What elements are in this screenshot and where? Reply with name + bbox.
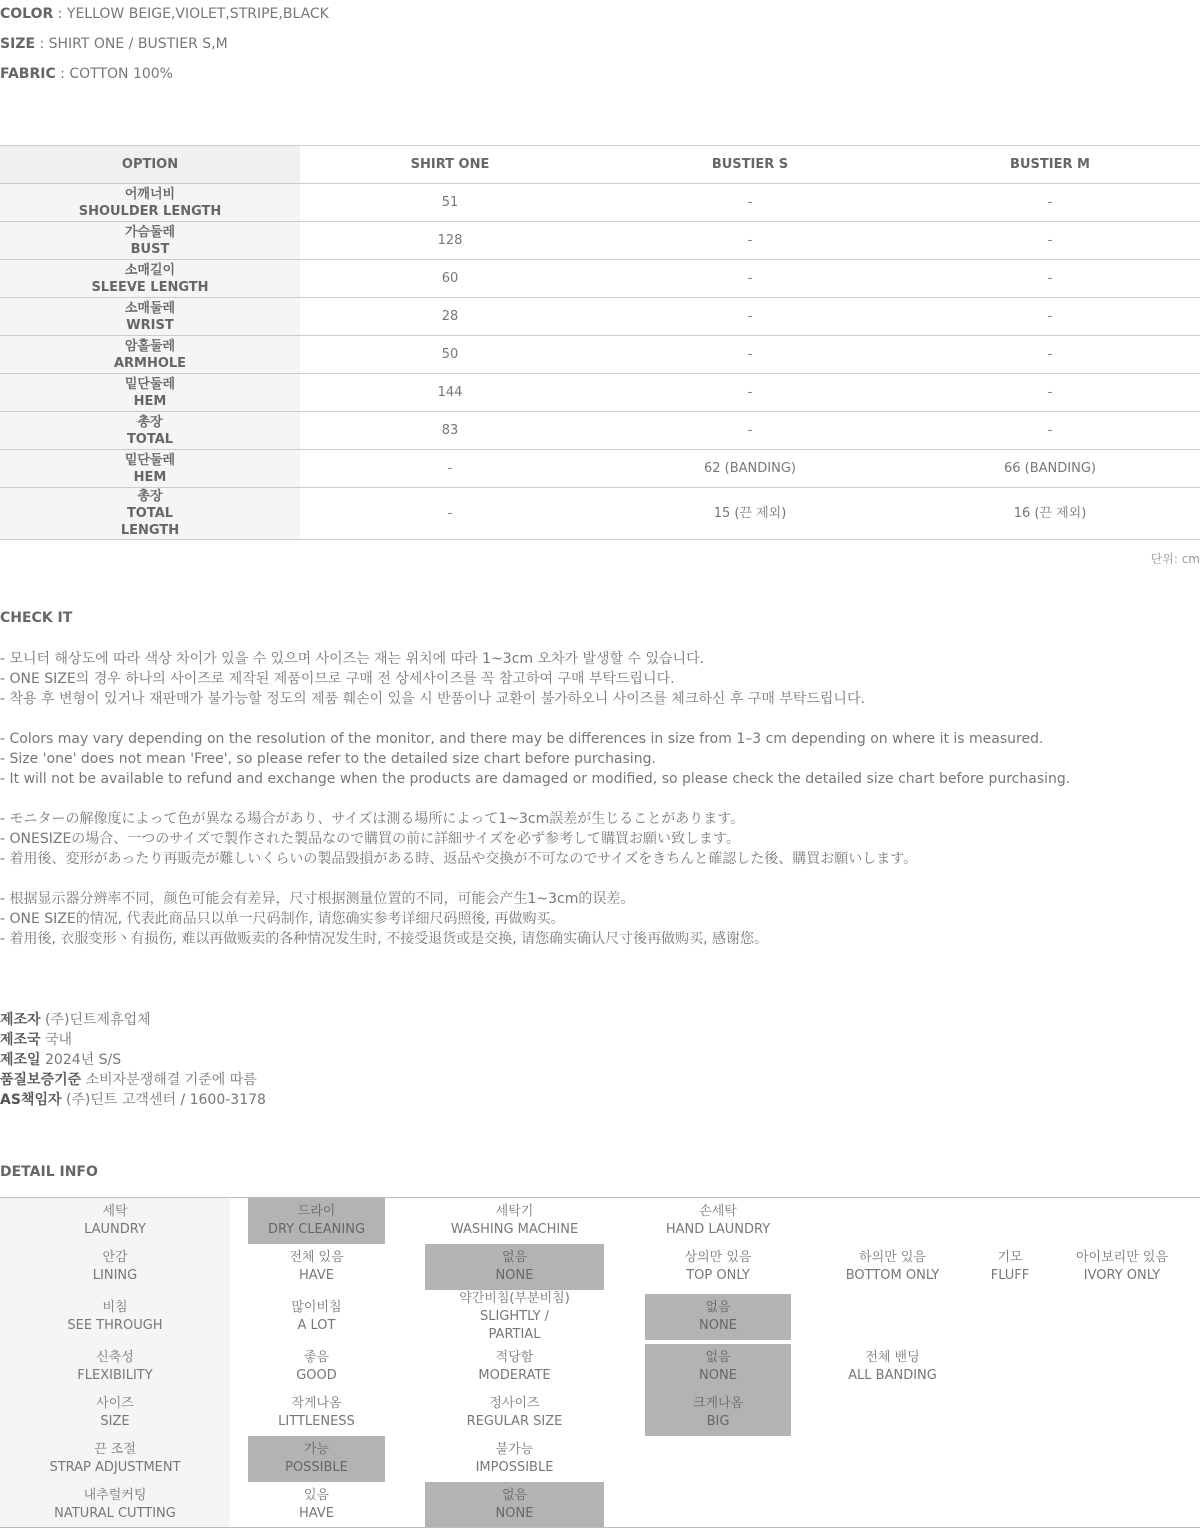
detail-option-en: NONE — [699, 1368, 737, 1383]
detail-option-en: BIG — [706, 1414, 730, 1429]
detail-row-label — [0, 1390, 230, 1436]
detail-option-ko: 세탁기 — [495, 1204, 534, 1219]
check-line: - ONESIZEの場合、一つのサイズで製作された製品なので購買の前に詳細サイズを必ず参考して購買お願い致します。 — [0, 831, 740, 847]
size-row — [0, 374, 1200, 412]
detail-option — [645, 1244, 791, 1290]
size-cell: - — [900, 374, 1200, 412]
detail-option-ko: 정사이즈 — [489, 1396, 540, 1411]
detail-option-ko: 가능 — [303, 1442, 330, 1457]
detail-option-en: HAVE — [299, 1268, 334, 1283]
size-cell: 128 — [300, 222, 600, 260]
detail-option-en: IMPOSSIBLE — [475, 1460, 554, 1475]
detail-option — [645, 1198, 791, 1244]
check-line: - Size 'one' does not mean 'Free', so please refer to the detailed size chart before purchasing. — [0, 751, 656, 767]
detail-option-en: GOOD — [296, 1368, 337, 1383]
detail-option-en: MODERATE — [478, 1368, 551, 1383]
detail-option-en: NONE — [495, 1268, 534, 1283]
size-table — [0, 145, 1200, 540]
detail-label-ko: 내추럴커팅 — [83, 1488, 147, 1503]
detail-option-en: TOP ONLY — [686, 1268, 750, 1283]
detail-option-selected — [425, 1482, 604, 1528]
unit-label: 단위: cm — [1150, 552, 1200, 566]
detail-label-ko: 세탁 — [102, 1204, 128, 1219]
size-cell: 28 — [300, 298, 600, 336]
detail-option-ko: 기모 — [997, 1250, 1023, 1265]
detail-option-ko: 전체 밴딩 — [865, 1350, 920, 1365]
size-row-label-ko: 총장 — [137, 489, 163, 504]
detail-option-en: A LOT — [297, 1318, 336, 1333]
detail-option-en: POSSIBLE — [285, 1460, 348, 1475]
detail-option-ko: 크게나옴 — [692, 1396, 744, 1411]
detail-option — [825, 1244, 960, 1290]
detail-option-selected — [645, 1344, 791, 1390]
maker-info — [0, 1010, 266, 1110]
maker-value: 소비자분쟁해결 기준에 따름 — [81, 1072, 257, 1088]
detail-option-ko: 약간비침(부분비침) — [459, 1291, 570, 1306]
detail-label-en: FLEXIBILITY — [77, 1368, 153, 1383]
check-japanese — [0, 809, 917, 869]
detail-label-ko: 끈 조절 — [94, 1442, 136, 1457]
size-cell: - — [900, 184, 1200, 222]
detail-option-en: REGULAR SIZE — [466, 1414, 563, 1429]
size-row-label-en: TOTAL — [126, 431, 174, 447]
maker-label: 제조일 — [0, 1052, 41, 1068]
detail-row-label — [0, 1198, 230, 1244]
detail-option-ko: 없음 — [501, 1250, 528, 1265]
size-row — [0, 184, 1200, 222]
detail-option-en: DRY CLEANING — [267, 1222, 366, 1237]
detail-option — [248, 1390, 385, 1436]
size-row-label — [0, 336, 300, 374]
check-line: - ONE SIZE的情况, 代表此商品只以单一尺码制作, 请您确实参考详细尺码照後, 再做购买。 — [0, 911, 565, 927]
size-cell: - — [900, 336, 1200, 374]
maker-value: (주)딘트 고객센터 / 1600-3178 — [61, 1092, 266, 1108]
size-row — [0, 336, 1200, 374]
size-cell: 66 (BANDING) — [900, 450, 1200, 488]
check-line: - 根据显示器分辨率不同，颜色可能会有差异，尺寸根据测量位置的不同，可能会产生1~3cm的误差。 — [0, 891, 635, 907]
detail-option-ko: 없음 — [501, 1488, 528, 1503]
detail-option — [425, 1290, 604, 1344]
maker-value: (주)딘트제휴업체 — [40, 1012, 151, 1028]
size-row-label-en: HEM — [133, 469, 167, 485]
spec-size — [0, 35, 228, 53]
detail-row-label — [0, 1290, 230, 1344]
size-row-label — [0, 222, 300, 260]
detail-option-en: WASHING MACHINE — [450, 1222, 579, 1237]
size-row-label-ko: 어깨너비 — [124, 186, 176, 202]
detail-option — [425, 1436, 604, 1482]
size-cell: - — [900, 222, 1200, 260]
check-line: - Colors may vary depending on the resolution of the monitor, and there may be differences in size from 1–3 cm depending on where it is measured. — [0, 731, 1044, 747]
size-row-label-ko: 소매길이 — [124, 262, 176, 278]
size-cell: 60 — [300, 260, 600, 298]
size-row-label — [0, 298, 300, 336]
detail-option-ko: 없음 — [705, 1350, 731, 1365]
check-chinese — [0, 889, 768, 949]
size-cell: - — [900, 260, 1200, 298]
detail-bottom-divider — [0, 1527, 1200, 1528]
size-cell: 51 — [300, 184, 600, 222]
detail-option — [248, 1344, 385, 1390]
size-row-label — [0, 374, 300, 412]
detail-label-ko: 신축성 — [96, 1350, 134, 1365]
check-line: - 모니터 해상도에 따라 색상 차이가 있을 수 있으며 사이즈는 재는 위치에 따라 1~3cm 오차가 발생할 수 있습니다. — [0, 651, 705, 667]
size-row — [0, 412, 1200, 450]
detail-option-selected — [645, 1390, 791, 1436]
detail-option-en: BOTTOM ONLY — [845, 1268, 940, 1283]
size-cell: - — [600, 184, 900, 222]
detail-label-ko: 사이즈 — [96, 1396, 134, 1411]
size-cell: - — [900, 298, 1200, 336]
size-row-label-en: SLEEVE LENGTH — [91, 279, 209, 295]
detail-option-en: IVORY ONLY — [1083, 1268, 1161, 1283]
size-row — [0, 298, 1200, 336]
detail-option-ko: 불가능 — [495, 1442, 534, 1457]
detail-option-en: NONE — [699, 1318, 737, 1333]
detail-option-en: NONE — [495, 1506, 534, 1521]
detail-label-ko: 안감 — [102, 1250, 128, 1265]
detail-label-en: STRAP ADJUSTMENT — [49, 1460, 181, 1475]
detail-option — [425, 1344, 604, 1390]
size-row — [0, 222, 1200, 260]
spec-color-value: : YELLOW BEIGE,VIOLET,STRIPE,BLACK — [53, 6, 329, 22]
maker-row — [0, 1070, 266, 1090]
spec-fabric-value: : COTTON 100% — [55, 66, 173, 82]
check-line: - 着用後, 衣服变形丶有损伤, 难以再做贩卖的各种情况发生时, 不接受退货或是交换, 请您确实确认尺寸後再做购买, 感谢您。 — [0, 931, 769, 947]
detail-option-selected — [248, 1436, 385, 1482]
detail-option-ko: 상의만 있음 — [684, 1250, 752, 1265]
detail-option — [960, 1244, 1060, 1290]
check-it-title: CHECK IT — [0, 610, 73, 626]
detail-label-en: SIZE — [100, 1414, 130, 1429]
size-cell: 144 — [300, 374, 600, 412]
header-bustier-s: BUSTIER S — [600, 146, 900, 184]
check-line: - ONE SIZE의 경우 하나의 사이즈로 제작된 제품이므로 구매 전 상세사이즈를 꼭 참고하여 구매 부탁드립니다. — [0, 671, 675, 687]
detail-option-ko: 적당함 — [495, 1350, 534, 1365]
size-row-label-en: SHOULDER LENGTH — [78, 203, 222, 219]
detail-option-ko: 전체 있음 — [289, 1250, 344, 1265]
size-row-label-ko: 밑단둘레 — [124, 452, 176, 468]
size-cell: 83 — [300, 412, 600, 450]
maker-label: 제조국 — [0, 1032, 41, 1048]
detail-option-en: LITTLENESS — [278, 1414, 355, 1429]
detail-option-ko: 하의만 있음 — [859, 1250, 926, 1265]
spec-fabric-label: FABRIC — [0, 66, 56, 82]
spec-color-label: COLOR — [0, 6, 54, 22]
size-cell: - — [600, 260, 900, 298]
size-row-label — [0, 450, 300, 488]
detail-label-en: LINING — [92, 1268, 138, 1283]
check-line: - 착용 후 변형이 있거나 재판매가 불가능할 정도의 제품 훼손이 있을 시 반품이나 교환이 불가하오니 사이즈를 체크하신 후 구매 부탁드립니다. — [0, 691, 865, 707]
maker-label: 품질보증기준 — [0, 1072, 82, 1088]
maker-value: 국내 — [40, 1032, 73, 1048]
spec-size-label: SIZE — [0, 36, 36, 52]
size-cell: 16 (끈 제외) — [900, 488, 1200, 540]
detail-option-ko: 없음 — [705, 1300, 731, 1315]
size-row-label-en: HEM — [133, 393, 167, 409]
header-shirt-one: SHIRT ONE — [300, 146, 600, 184]
detail-label-ko: 비침 — [102, 1300, 128, 1315]
size-cell: - — [900, 412, 1200, 450]
size-row-label-en: ARMHOLE — [113, 355, 187, 371]
size-cell: - — [600, 412, 900, 450]
size-row-label — [0, 184, 300, 222]
spec-fabric — [0, 65, 173, 83]
check-line: - モニターの解像度によって色が異なる場合があり、サイズは測る場所によって1~3cm誤差が生じることがあります。 — [0, 811, 745, 827]
maker-row — [0, 1030, 266, 1050]
detail-option-ko: 드라이 — [297, 1204, 336, 1219]
header-bustier-m: BUSTIER M — [900, 146, 1200, 184]
size-row — [0, 260, 1200, 298]
detail-option-en: HAVE — [299, 1506, 334, 1521]
size-row-label-en2: LENGTH — [120, 523, 180, 538]
detail-option-selected — [425, 1244, 604, 1290]
size-row-label-ko: 암홀둘레 — [124, 338, 176, 354]
size-row-label — [0, 488, 300, 540]
size-row-label — [0, 260, 300, 298]
maker-value: 2024년 S/S — [40, 1052, 122, 1068]
detail-option — [425, 1198, 604, 1244]
detail-option-ko: 좋음 — [303, 1350, 330, 1365]
maker-row — [0, 1010, 266, 1030]
detail-option-ko: 손세탁 — [699, 1204, 737, 1219]
detail-option-en: FLUFF — [990, 1268, 1030, 1283]
detail-option-ko: 있음 — [303, 1488, 330, 1503]
detail-info-title: DETAIL INFO — [0, 1164, 98, 1180]
detail-option-en: ALL BANDING — [848, 1368, 937, 1383]
size-row — [0, 450, 1200, 488]
size-row-label-ko: 밑단둘레 — [124, 376, 176, 392]
detail-option-ko: 많이비침 — [291, 1300, 342, 1315]
size-cell: - — [300, 488, 600, 540]
size-cell: - — [600, 222, 900, 260]
size-cell: 15 (끈 제외) — [600, 488, 900, 540]
header-option: OPTION — [0, 146, 300, 184]
detail-row-label — [0, 1482, 230, 1528]
detail-option-selected — [645, 1294, 791, 1340]
detail-label-en: SEE THROUGH — [67, 1318, 163, 1333]
check-english — [0, 729, 1070, 789]
size-row-label-en: WRIST — [126, 317, 174, 333]
size-row-label-ko: 가슴둘레 — [124, 224, 176, 240]
detail-label-en: NATURAL CUTTING — [54, 1506, 176, 1521]
detail-option-en2: PARTIAL — [488, 1327, 541, 1342]
size-cell: - — [600, 298, 900, 336]
detail-option-en: HAND LAUNDRY — [665, 1222, 771, 1237]
detail-option-ko: 아이보리만 있음 — [1075, 1250, 1169, 1265]
detail-option-selected — [248, 1198, 385, 1244]
check-line: - It will not be available to refund and exchange when the products are damaged or modified, so please check the detailed size chart before purchasing. — [0, 771, 1071, 787]
size-row — [0, 488, 1200, 540]
size-cell: - — [600, 336, 900, 374]
size-row-label-en: BUST — [130, 241, 170, 257]
size-row-label-ko: 총장 — [137, 414, 163, 430]
detail-option — [248, 1482, 385, 1528]
check-korean — [0, 649, 865, 709]
detail-option — [248, 1244, 385, 1290]
detail-row-label — [0, 1436, 230, 1482]
maker-row — [0, 1090, 266, 1110]
detail-option — [425, 1390, 604, 1436]
detail-label-en: LAUNDRY — [84, 1222, 146, 1237]
check-line: - 着用後、変形があったり再販売が難しいくらいの製品毀損がある時、返品や交換が不可なのでサイズをきちんと確認した後、購買お願いします。 — [0, 851, 918, 867]
size-cell: 50 — [300, 336, 600, 374]
size-cell: - — [300, 450, 600, 488]
detail-row-label — [0, 1244, 230, 1290]
spec-size-value: : SHIRT ONE / BUSTIER S,M — [35, 36, 228, 52]
size-cell: - — [600, 374, 900, 412]
maker-row — [0, 1050, 266, 1070]
spec-color — [0, 5, 329, 23]
detail-option — [1060, 1244, 1184, 1290]
detail-option — [248, 1290, 385, 1344]
detail-option — [825, 1344, 960, 1390]
detail-row-label — [0, 1344, 230, 1390]
size-row-label-ko: 소매둘레 — [124, 300, 176, 316]
size-table-header — [0, 146, 1200, 184]
detail-option-en: SLIGHTLY / — [479, 1309, 550, 1324]
size-row-label-en: TOTAL — [126, 506, 174, 521]
maker-label: 제조자 — [0, 1012, 41, 1028]
size-cell: 62 (BANDING) — [600, 450, 900, 488]
size-row-label — [0, 412, 300, 450]
detail-option-ko: 작게나옴 — [291, 1396, 342, 1411]
maker-label: AS책임자 — [0, 1092, 62, 1108]
